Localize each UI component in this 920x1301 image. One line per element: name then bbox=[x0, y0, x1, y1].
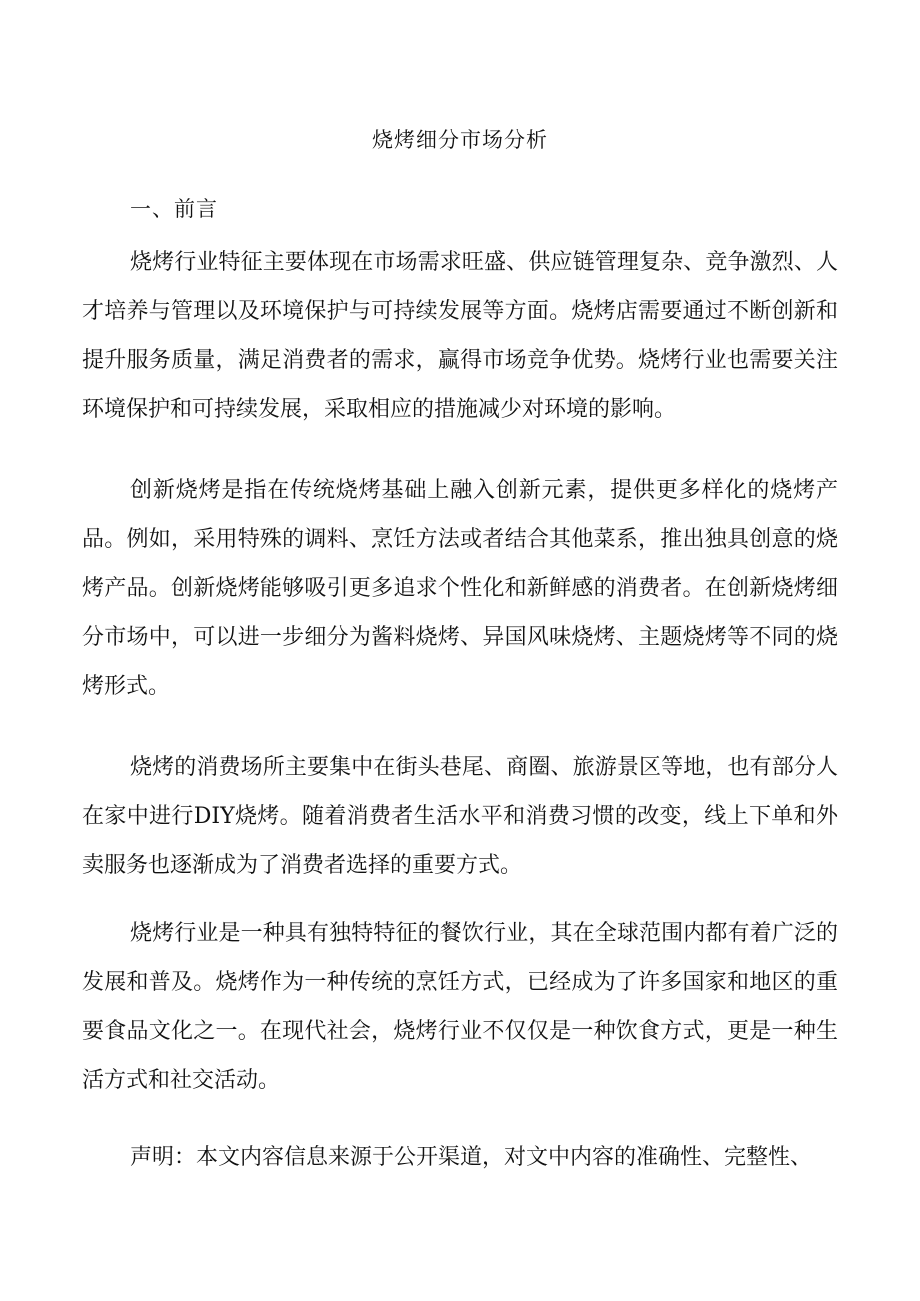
section-heading: 一、前言 bbox=[130, 197, 218, 221]
paragraph-consumption-venues bbox=[82, 743, 838, 890]
document-title: 烧烤细分市场分析 bbox=[372, 128, 548, 152]
paragraph-text: 创新烧烤是指在传统烧烤基础上融入创新元素，提供更多样化的烧烤产品。例如，采用特殊的调料、烹饪方法或者结合其他菜系，推出独具创意的烧烤产品。创新烧烤能够吸引更多追求个性化和新鲜感的消费者。在创新烧烤细分市场中，可以进一步细分为酱料烧烤、异国风味烧烤、主题烧烤等不同的烧烤形式。 bbox=[82, 478, 838, 699]
paragraph-innovative-bbq bbox=[82, 466, 838, 711]
paragraph-text: 烧烤的消费场所主要集中在街头巷尾、商圈、旅游景区等地，也有部分人在家中进行DIY烧烤。随着消费者生活水平和消费习惯的改变，线上下单和外卖服务也逐渐成为了消费者选择的重要方式。 bbox=[82, 755, 838, 878]
paragraph-industry-features bbox=[82, 238, 838, 434]
paragraph-text: 声明：本文内容信息来源于公开渠道，对文中内容的准确性、完整性、 bbox=[130, 1145, 813, 1170]
paragraph-text: 烧烤行业特征主要体现在市场需求旺盛、供应链管理复杂、竞争激烈、人才培养与管理以及环境保护与可持续发展等方面。烧烤店需要通过不断创新和提升服务质量，满足消费者的需求，赢得市场竞争优势。烧烤行业也需要关注环境保护和可持续发展，采取相应的措施减少对环境的影响。 bbox=[82, 250, 838, 422]
paragraph-disclaimer bbox=[82, 1133, 838, 1182]
paragraph-industry-overview bbox=[82, 909, 838, 1105]
paragraph-text: 烧烤行业是一种具有独特特征的餐饮行业，其在全球范围内都有着广泛的发展和普及。烧烤作为一种传统的烹饪方式，已经成为了许多国家和地区的重要食品文化之一。在现代社会，烧烤行业不仅仅是一种饮食方式，更是一种生活方式和社交活动。 bbox=[82, 921, 838, 1093]
